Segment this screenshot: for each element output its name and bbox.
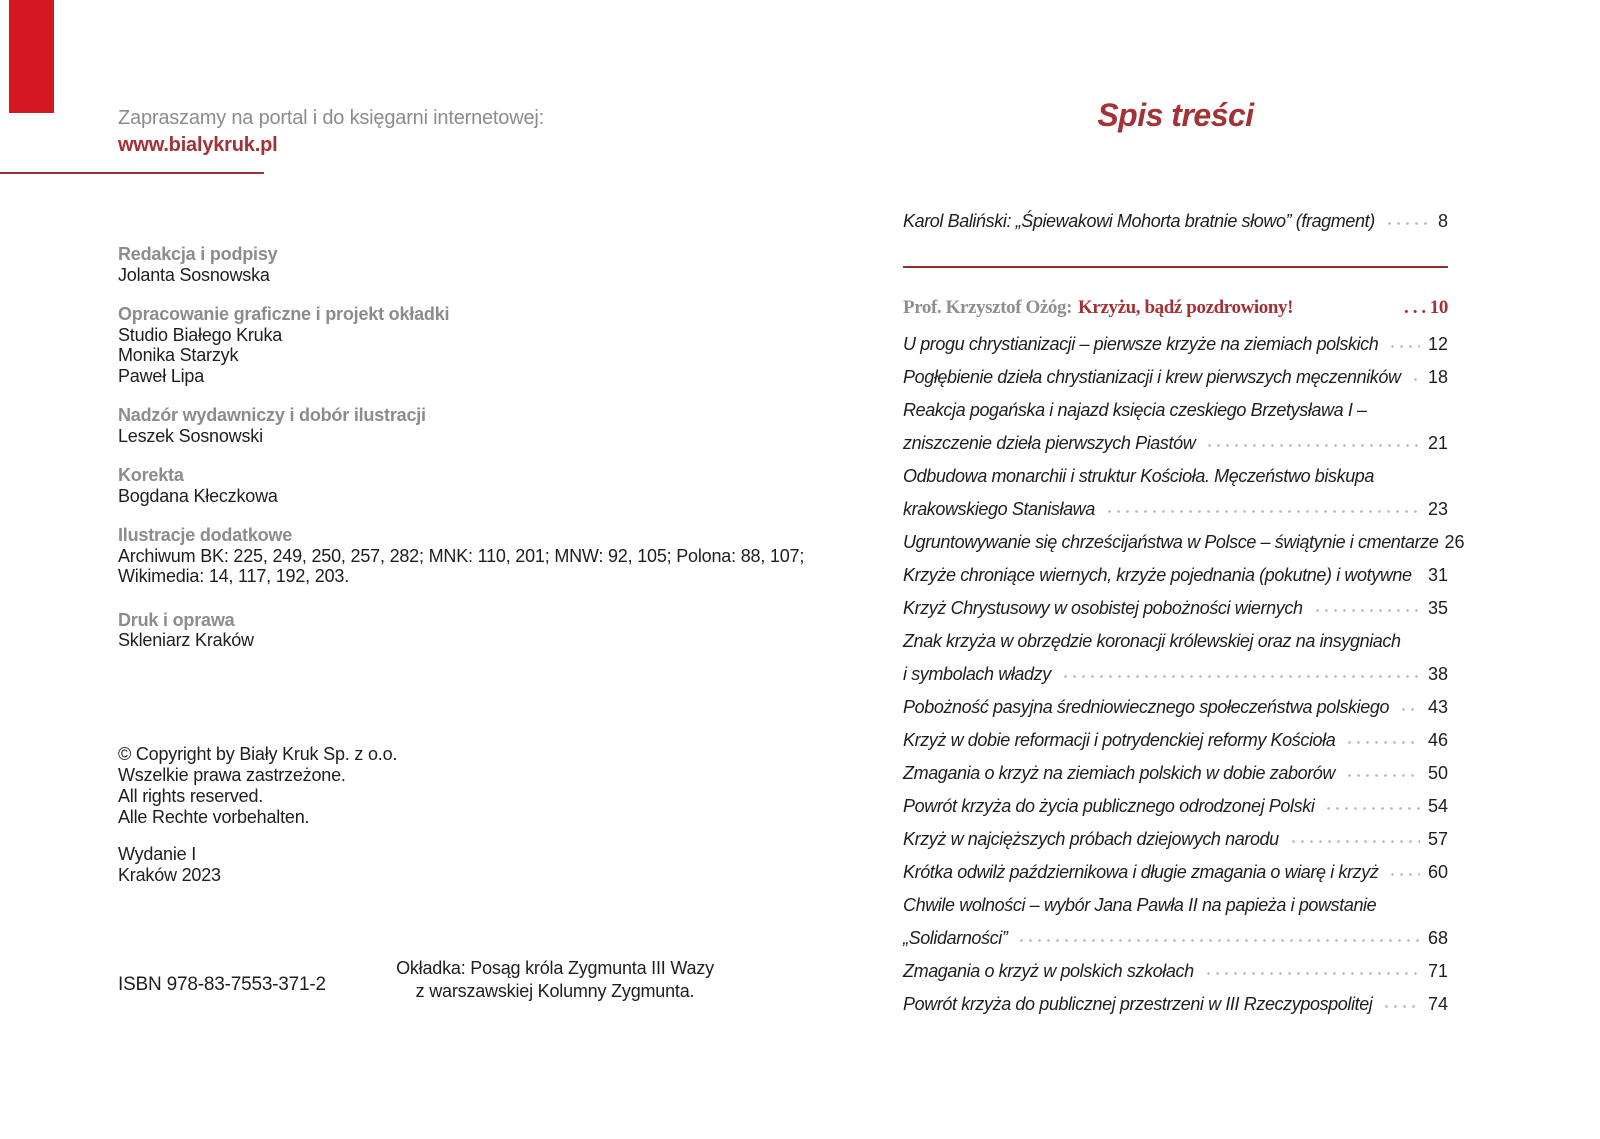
toc-entry-row bbox=[903, 559, 1448, 592]
toc-page-number: 60 bbox=[1427, 862, 1448, 882]
toc-page-number: 31 bbox=[1427, 565, 1448, 585]
toc-entry-text: Krzyż w dobie reformacji i potrydenckiej reformy Kościoła bbox=[903, 730, 1336, 750]
toc-entry-text: Chwile wolności – wybór Jana Pawła II na papieża i powstanie bbox=[903, 895, 1377, 915]
copyright-line: Alle Rechte vorbehalten. bbox=[118, 807, 310, 827]
section-title: Krzyżu, bądź pozdrowiony! bbox=[1078, 297, 1294, 318]
dot-leader bbox=[1389, 703, 1428, 713]
toc-entry-text: Krzyż w najcięższych próbach dziejowych narodu bbox=[903, 829, 1279, 849]
copyright-line: All rights reserved. bbox=[118, 786, 264, 806]
toc-page-number: 12 bbox=[1427, 334, 1448, 354]
toc-entry-text: „Solidarności” bbox=[903, 928, 1008, 948]
edition-line: Kraków 2023 bbox=[118, 865, 221, 885]
toc-entry-row bbox=[903, 493, 1448, 526]
cover-note bbox=[370, 957, 740, 1003]
toc-entry-row bbox=[903, 427, 1448, 460]
credit-line: Monika Starzyk bbox=[118, 345, 239, 365]
page-title: Spis treści bbox=[1097, 97, 1254, 133]
toc-entry-row bbox=[903, 856, 1448, 889]
toc-list bbox=[903, 328, 1465, 1021]
toc-entry-text: U progu chrystianizacji – pierwsze krzyże na ziemiach polskich bbox=[903, 334, 1379, 354]
copyright-line: © Copyright by Biały Kruk Sp. z o.o. bbox=[118, 744, 398, 764]
toc-entry-text: Krzyże chroniące wiernych, krzyże pojednania (pokutne) i wotywne bbox=[903, 565, 1412, 585]
dot-leader bbox=[1314, 802, 1428, 812]
toc-prelude-text: Karol Baliński: „Śpiewakowi Mohorta bratnie słowo” (fragment) bbox=[903, 211, 1375, 231]
toc-page-number: 23 bbox=[1427, 499, 1448, 519]
credit-line: Leszek Sosnowski bbox=[118, 425, 263, 446]
credits-list bbox=[118, 244, 804, 670]
toc-page-number: 71 bbox=[1427, 961, 1448, 981]
toc-entry-row bbox=[903, 361, 1448, 394]
credit-line: Archiwum BK: 225, 249, 250, 257, 282; MNK: 110, 201; MNW: 92, 105; Polona: 88, 107; bbox=[118, 545, 805, 566]
toc-entry-text: Ugruntowywanie się chrześcijaństwa w Polsce – świątynie i cmentarze bbox=[903, 532, 1439, 552]
toc-page-number: 43 bbox=[1427, 697, 1448, 717]
dot-leader bbox=[1303, 604, 1428, 614]
dot-leader bbox=[1051, 670, 1428, 680]
toc-entry-row bbox=[903, 757, 1448, 790]
toc-entry-text: Zmagania o krzyż na ziemiach polskich w dobie zaborów bbox=[903, 763, 1336, 783]
toc-entry-row bbox=[903, 955, 1448, 988]
credit-line: Jolanta Sosnowska bbox=[118, 264, 270, 285]
dot-leader bbox=[1401, 373, 1428, 383]
dot-leader bbox=[1007, 934, 1428, 944]
dot-leader bbox=[1375, 217, 1438, 227]
credit-block bbox=[118, 244, 804, 285]
toc-page-number: 74 bbox=[1427, 994, 1448, 1014]
toc-entry-row bbox=[903, 889, 1448, 922]
table-of-contents-page bbox=[903, 0, 1465, 1139]
credit-block bbox=[118, 405, 804, 446]
toc-entry-row bbox=[903, 328, 1448, 361]
toc-entry-row bbox=[903, 988, 1448, 1021]
dot-leader bbox=[1095, 505, 1428, 515]
toc-page-number: 18 bbox=[1427, 367, 1448, 387]
credit-line: Skleniarz Kraków bbox=[118, 630, 254, 650]
toc-entry-text: Krótka odwilż październikowa i długie zmagania o wiarę i krzyż bbox=[903, 862, 1379, 882]
credit-line: Studio Białego Kruka bbox=[118, 324, 283, 345]
toc-entry-text: Odbudowa monarchii i struktur Kościoła. Męczeństwo biskupa bbox=[903, 466, 1375, 486]
toc-page-number: 8 bbox=[1437, 211, 1448, 231]
dot-leader bbox=[1194, 967, 1428, 977]
toc-entry-text: krakowskiego Stanisława bbox=[903, 499, 1095, 519]
toc-section-heading bbox=[903, 291, 1448, 325]
section-dots: . . . bbox=[1404, 297, 1426, 318]
toc-entry-text: Pogłębienie dzieła chrystianizacji i krew pierwszych męczenników bbox=[903, 367, 1401, 387]
toc-entry-text: Powrót krzyża do życia publicznego odrodzonej Polski bbox=[903, 796, 1315, 816]
url-underline bbox=[0, 172, 264, 174]
credit-line: Bogdana Kłeczkowa bbox=[118, 485, 278, 506]
toc-entry-text: Zmagania o krzyż w polskich szkołach bbox=[903, 961, 1194, 981]
portal-invite bbox=[118, 106, 544, 158]
toc-entry-row bbox=[903, 592, 1448, 625]
cover-note-line: Okładka: Posąg króla Zygmunta III Wazy bbox=[396, 958, 714, 978]
toc-page-number: 35 bbox=[1427, 598, 1448, 618]
toc-entry-text: i symbolach władzy bbox=[903, 664, 1051, 684]
dot-leader bbox=[1372, 1000, 1428, 1010]
toc-entry-row bbox=[903, 394, 1448, 427]
dot-leader bbox=[1195, 439, 1428, 449]
toc-page-number: 57 bbox=[1427, 829, 1448, 849]
dot-leader bbox=[1412, 571, 1428, 581]
credit-label: Ilustracje dodatkowe bbox=[118, 525, 293, 545]
edition-line: Wydanie I bbox=[118, 844, 197, 864]
toc-page-number: 54 bbox=[1427, 796, 1448, 816]
credit-label: Korekta bbox=[118, 465, 184, 485]
toc-entry-row bbox=[903, 823, 1448, 856]
toc-entry-row bbox=[903, 790, 1448, 823]
credit-label: Druk i oprawa bbox=[118, 609, 235, 630]
dot-leader bbox=[1378, 868, 1428, 878]
portal-url-link[interactable]: www.bialykruk.pl bbox=[118, 134, 278, 156]
isbn-number: ISBN 978-83-7553-371-2 bbox=[118, 974, 326, 995]
section-page-number: 10 bbox=[1429, 297, 1448, 318]
red-ribbon bbox=[9, 0, 54, 113]
credit-label: Opracowanie graficzne i projekt okładki bbox=[118, 304, 450, 324]
toc-entry-row bbox=[903, 922, 1448, 955]
credit-label: Nadzór wydawniczy i dobór ilustracji bbox=[118, 405, 426, 425]
toc-entry-text: Krzyż Chrystusowy w osobistej pobożności wiernych bbox=[903, 598, 1303, 618]
toc-entry-row bbox=[903, 625, 1448, 658]
dot-leader bbox=[1335, 769, 1428, 779]
toc-prelude-row bbox=[903, 205, 1448, 237]
dot-leader bbox=[1378, 340, 1428, 350]
toc-page-number: 21 bbox=[1427, 433, 1448, 453]
toc-page-number: 68 bbox=[1427, 928, 1448, 948]
dot-leader bbox=[1438, 538, 1444, 548]
credit-block bbox=[118, 465, 804, 506]
toc-entry-row bbox=[903, 526, 1465, 559]
credit-block bbox=[118, 304, 804, 386]
toc-entry-text: Pobożność pasyjna średniowiecznego społeczeństwa polskiego bbox=[903, 697, 1390, 717]
portal-invite-text: Zapraszamy na portal i do księgarni internetowej: bbox=[118, 107, 544, 129]
copyright-block bbox=[118, 744, 397, 828]
toc-entry-text: Reakcja pogańska i najazd księcia czeskiego Brzetysława I – bbox=[903, 400, 1367, 420]
toc-page-number: 46 bbox=[1427, 730, 1448, 750]
toc-entry-row bbox=[903, 724, 1448, 757]
dot-leader bbox=[1335, 736, 1428, 746]
toc-page-number: 50 bbox=[1427, 763, 1448, 783]
credit-line: Paweł Lipa bbox=[118, 365, 205, 386]
credit-line: Wikimedia: 14, 117, 192, 203. bbox=[118, 566, 350, 586]
dot-leader bbox=[1279, 835, 1428, 845]
credit-label: Redakcja i podpisy bbox=[118, 244, 278, 264]
section-author: Prof. Krzysztof Ożóg: bbox=[903, 297, 1073, 318]
toc-entry-text: Znak krzyża w obrzędzie koronacji królewskiej oraz na insygniach bbox=[903, 631, 1401, 651]
credit-block bbox=[118, 610, 804, 651]
toc-entry-text: Powrót krzyża do publicznej przestrzeni w III Rzeczypospolitej bbox=[903, 994, 1373, 1014]
toc-entry-row bbox=[903, 658, 1448, 691]
toc-entry-text: zniszczenie dzieła pierwszych Piastów bbox=[903, 433, 1196, 453]
toc-page-number: 26 bbox=[1444, 532, 1465, 552]
credit-block bbox=[118, 525, 804, 587]
cover-note-line: z warszawskiej Kolumny Zygmunta. bbox=[415, 981, 695, 1001]
edition-block bbox=[118, 844, 221, 886]
toc-page-number: 38 bbox=[1427, 664, 1448, 684]
toc-entry-row bbox=[903, 460, 1448, 493]
copyright-line: Wszelkie prawa zastrzeżone. bbox=[118, 765, 346, 785]
toc-entry-row bbox=[903, 691, 1448, 724]
toc-divider bbox=[903, 266, 1448, 268]
